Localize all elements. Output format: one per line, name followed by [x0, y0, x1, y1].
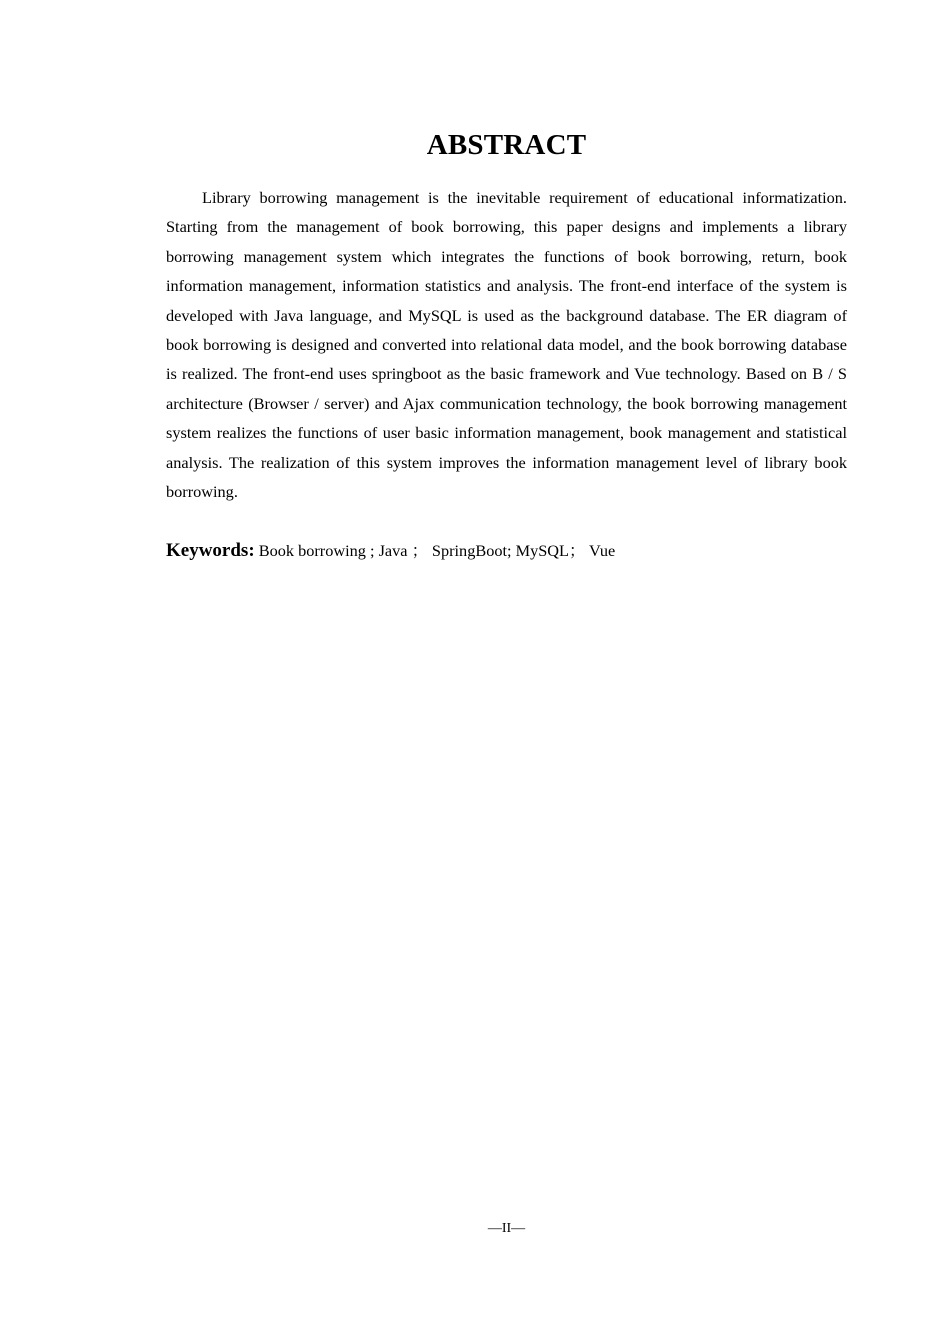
keywords-text: Book borrowing ; Java ； SpringBoot; MySQL； Vue	[254, 541, 616, 560]
keywords-label: Keywords:	[166, 540, 255, 561]
abstract-body: Library borrowing management is the inevitable requirement of educational informatization. Starting from the management of book borrowing, this paper designs and implements a library borrowing management system which integrates the functions of book borrowing, return, book information management, information statistics and analysis. The front-end interface of the system is developed with Java language, and MySQL is used as the background database. The ER diagram of book borrowing is designed and converted into relational data model, and the book borrowing database is realized. The front-end uses springboot as the basic framework and Vue technology. Based on B / S architecture (Browser / server) and Ajax communication technology, the book borrowing management system realizes the functions of user basic information management, book management and statistical analysis. The realization of this system improves the information management level of library book borrowing.	[166, 188, 847, 502]
abstract-title: ABSTRACT	[426, 129, 587, 161]
page-number: —II—	[487, 1221, 526, 1236]
keywords-line	[166, 537, 847, 565]
